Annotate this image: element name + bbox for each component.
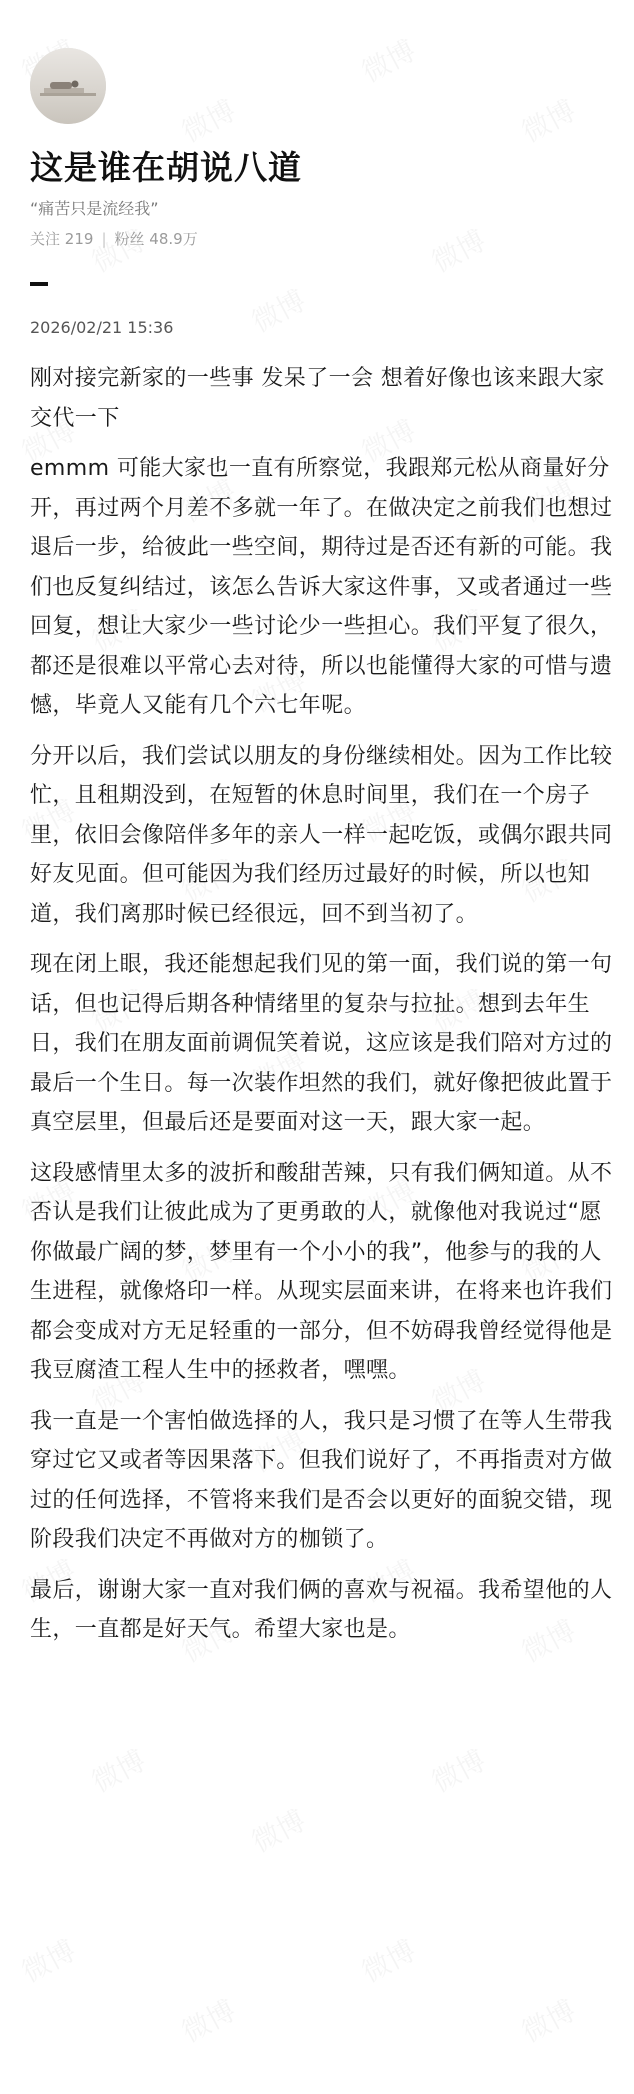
post-paragraph: 我一直是一个害怕做选择的人，我只是习惯了在等人生带我穿过它又或者等因果落下。但我们说好了，不再指责对方做过的任何选择，不管将来我们是否会以更好的面貌交错，现阶段我们决定不再做对方的枷锁了。 [30, 1408, 613, 1552]
watermark-text [514, 1989, 582, 2051]
following-count: 219 [64, 230, 94, 248]
watermark-text [354, 29, 422, 91]
profile-stats [30, 228, 198, 249]
followers-stat[interactable] [115, 228, 198, 249]
watermark-text [424, 1739, 492, 1801]
watermark-text [244, 279, 312, 341]
watermark-text [14, 1929, 82, 1991]
dash-mark [30, 282, 48, 286]
post-paragraph: 最后，谢谢大家一直对我们俩的喜欢与祝福。我希望他的人生，一直都是好天气。希望大家也是。 [30, 1577, 613, 1642]
profile-name: 这是谁在胡说八道 [30, 148, 302, 187]
following-stat[interactable] [30, 228, 93, 249]
post-paragraph: 刚对接完新家的一些事 发呆了一会 想着好像也该来跟大家交代一下 [30, 366, 605, 431]
post-paragraph: 现在闭上眼，我还能想起我们见的第一面，我们说的第一句话，但也记得后期各种情绪里的复杂与拉扯。想到去年生日，我们在朋友面前调侃笑着说，这应该是我们陪对方过的最后一个生日。每一次装作坦然的我们，就好像把彼此置于真空层里，但最后还是要面对这一天，跟大家一起。 [30, 952, 613, 1135]
post-timestamp: 2026/02/21 15:36 [30, 318, 174, 337]
followers-label: 粉丝 [114, 230, 145, 248]
avatar[interactable] [30, 48, 106, 124]
stats-separator: | [101, 229, 107, 248]
profile-bio: “痛苦只是流经我” [30, 199, 159, 218]
watermark-text [174, 1989, 242, 2051]
avatar-image [30, 48, 106, 124]
post-content [30, 359, 615, 1661]
watermark-text [244, 1799, 312, 1861]
watermark-text [84, 1739, 152, 1801]
post-paragraph: emmm 可能大家也一直有所察觉，我跟郑元松从商量好分开，再过两个月差不多就一年了。在做决定之前我们也想过退后一步，给彼此一些空间，期待过是否还有新的可能。我们也反复纠结过，该怎么告诉大家这件事，又或者通过一些回复，想让大家少一些讨论少一些担心。我们平复了很久，都还是很难以平常心去对待，所以也能懂得大家的可惜与遗憾，毕竟人又能有几个六七年呢。 [30, 456, 613, 718]
watermark-text [354, 1929, 422, 1991]
watermark-text [514, 89, 582, 151]
watermark-text [424, 219, 492, 281]
post-paragraph: 这段感情里太多的波折和酸甜苦辣，只有我们俩知道。从不否认是我们让彼此成为了更勇敢的人，就像他对我说过“愿你做最广阔的梦，梦里有一个小小的我”，他参与的我的人生进程，就像烙印一样。从现实层面来讲，在将来也许我们都会变成对方无足轻重的一部分，但不妨碍我曾经觉得他是我豆腐渣工程人生中的拯救者，嘿嘿。 [30, 1160, 613, 1383]
followers-count: 48.9万 [149, 230, 198, 248]
post-paragraph: 分开以后，我们尝试以朋友的身份继续相处。因为工作比较忙，且租期没到，在短暂的休息时间里，我们在一个房子里，依旧会像陪伴多年的亲人一样一起吃饭，或偶尔跟共同好友见面。但可能因为我们经历过最好的时候，所以也知道，我们离那时候已经很远，回不到当初了。 [30, 743, 613, 927]
following-label: 关注 [30, 230, 61, 248]
